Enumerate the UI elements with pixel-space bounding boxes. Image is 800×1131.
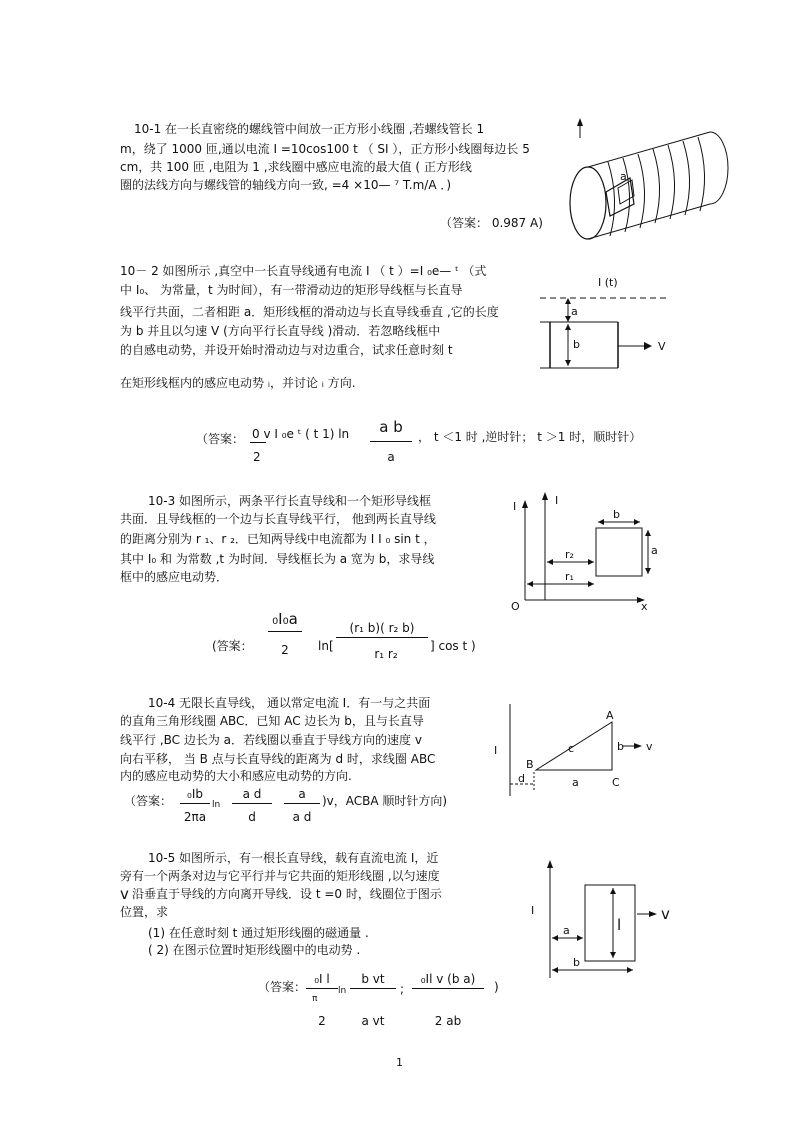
p4-line-3: 线平行 ,BC 边长为 a．若线圈以垂直于导线方向的速度 v xyxy=(120,733,422,747)
p2-line-5: 的自感电动势，并设开始时滑动边与对边重合，试求任意时刻 t xyxy=(120,343,453,357)
p2-answer-frac-den: a xyxy=(387,450,395,464)
p1-line-1: 10-1 在一长直密绕的螺线管中间放一正方形小线圈 ,若螺线管长 1 xyxy=(134,122,485,136)
p5-fig-i: I xyxy=(531,904,535,917)
p4-answer-d3: a d xyxy=(292,810,312,824)
p4-answer-n2: a d xyxy=(242,787,262,801)
p4-answer-open: （答案： xyxy=(124,794,173,808)
p2-fig-current: I (t) xyxy=(598,276,618,289)
p4-fig-v: v xyxy=(646,740,653,753)
p2-answer-frac-num: a b xyxy=(379,418,403,436)
p4-line-1: 10-4 无限长直导线， 通以常定电流 I．有一与之共面 xyxy=(148,696,431,710)
p3-line-3: 的距离分别为 r ₁、r ₂．已知两导线中电流都为 I I ₀ sin t ， xyxy=(120,532,436,546)
p5-answer-n3: ₀Il v (b a) xyxy=(420,972,476,986)
p2-answer-den-2: 2 xyxy=(253,450,261,464)
p3-line-1: 10-3 如图所示，两条平行长直导线和一个矩形导线框 xyxy=(148,494,432,508)
p4-fig-b-vertex: B xyxy=(526,758,534,771)
p3-line-5: 框中的感应电动势． xyxy=(120,570,229,584)
p2-answer-tail: ， t ＜1 时 ,逆时针； t ＞1 时，顺时针） xyxy=(418,430,642,444)
p1-line-2: m，绕了 1000 匝,通以电流 I =10cos100 t （ SI ），正方形小线圈每边长 5 xyxy=(120,142,530,156)
p3-fig-i1: I xyxy=(513,500,517,513)
p1-line-3: cm，共 100 匝 ,电阻为 1 ,求线圈中感应电流的最大值 ( 正方形线 xyxy=(120,160,472,174)
p2-line-4: 为 b 并且以匀速 V (方向平行长直导线 )滑动．若忽略线框中 xyxy=(120,324,441,338)
p3-answer-num-left: ₀I₀a xyxy=(272,610,298,628)
p5-line-4: 位置，求 xyxy=(120,905,169,919)
p3-answer-tail: ] cos t ) xyxy=(430,639,476,653)
p5-answer-open: （答案： xyxy=(258,980,307,994)
p4-fig-c-side: c xyxy=(568,742,575,755)
p5-answer-close: ) xyxy=(494,980,499,994)
rect-loop-figure xyxy=(525,852,685,982)
p3-fig-a: a xyxy=(651,544,658,557)
p3-answer-num-right: (r₁ b)( r₂ b) xyxy=(349,621,415,635)
p4-fig-b-side: b xyxy=(617,740,624,753)
p4-line-2: 的直角三角形线圈 ABC．已知 AC 边长为 b，且与长直导 xyxy=(120,714,424,728)
p3-fig-r2: r₂ xyxy=(565,548,574,561)
p5-answer-d1: 2 xyxy=(318,1014,326,1028)
p1-line-4: 圈的法线方向与螺线管的轴线方向一致, =4 ×10— ⁷ T.m/A ．) xyxy=(120,178,452,192)
p4-fig-d: d xyxy=(518,772,525,785)
p4-fig-a-vertex: A xyxy=(606,709,614,722)
p5-answer-ln: ln xyxy=(338,986,347,996)
p5-answer-n1: ₀I l xyxy=(314,972,330,986)
p2-fig-b: b xyxy=(573,338,580,351)
p1-answer: （答案： 0.987 A) xyxy=(440,216,543,230)
p4-fig-a-side: a xyxy=(572,776,579,789)
p4-line-5: 内的感应电动势的大小和感应电动势的方向. xyxy=(120,769,352,783)
p4-answer-ln: ln xyxy=(212,800,221,810)
p5-line-3: 沿垂直于导线的方向离开导线．设 t =0 时，线圈位于图示 xyxy=(132,887,442,901)
p4-line-4: 向右平移， 当 B 点与长直导线的距离为 d 时，求线圈 ABC xyxy=(120,752,436,766)
p3-fig-b: b xyxy=(613,508,620,521)
p5-answer-d2: a vt xyxy=(361,1014,385,1028)
p3-fig-x: x xyxy=(641,600,648,613)
p1-fig-label: a xyxy=(620,170,627,183)
p3-fig-o: O xyxy=(511,600,520,613)
p5-fig-b: b xyxy=(573,956,580,969)
p4-answer-tail: )v，ACBA 顺时针方向) xyxy=(322,794,448,808)
p5-answer-pi: π xyxy=(312,994,318,1004)
triangle-loop-figure xyxy=(490,700,660,800)
p4-answer-n1: ₀Ib xyxy=(187,787,203,801)
p4-fig-c-vertex: C xyxy=(612,776,620,789)
p2-answer-term: 0 v I ₀e ᵗ ( t 1) ln xyxy=(252,427,350,441)
p5-answer-d3: 2 ab xyxy=(434,1014,462,1028)
p5-item-2: ( 2) 在图示位置时矩形线圈中的电动势 . xyxy=(148,943,361,957)
p3-fig-i2: I xyxy=(555,494,559,507)
p4-answer-d2: d xyxy=(248,810,256,824)
p3-answer-den-left: 2 xyxy=(281,643,289,657)
p5-line-1: 10-5 如图所示，有一根长直导线，载有直流电流 I，近 xyxy=(148,851,439,865)
p5-fig-a: a xyxy=(563,924,570,937)
p3-line-4: 其中 I₀ 和 为常数 ,t 为时间．导线框长为 a 宽为 b，求导线 xyxy=(120,552,435,566)
solenoid-figure xyxy=(560,118,770,248)
p3-line-2: 共面．且导线框的一个边与长直导线平行， 他到两长直导线 xyxy=(120,512,436,526)
p2-fig-v: V xyxy=(658,340,666,353)
p2-fig-a: a xyxy=(571,305,578,318)
p3-answer-den-right: r₁ r₂ xyxy=(374,647,398,661)
p2-line-6: 在矩形线框内的感应电动势 ᵢ，并讨论 ᵢ 方向. xyxy=(120,376,356,390)
p2-line-1: 10－ 2 如图所示 ,真空中一长直导线通有电流 I （ t ）=I ₀e— ᵗ （式 xyxy=(120,264,487,278)
p2-line-2: 中 I₀、 为常量，t 为时间），有一带滑动边的矩形导线框与长直导 xyxy=(120,283,463,297)
p4-answer-n3: a xyxy=(298,787,306,801)
p4-fig-i: I xyxy=(494,744,498,757)
p2-answer-open: （答案： xyxy=(196,432,245,446)
p3-answer-ln: ln[ xyxy=(318,639,334,653)
p5-line-2: 旁有一个两条对边与它平行并与它共面的矩形线圈 ,以匀速度 xyxy=(120,869,440,883)
p4-answer-d1: 2πa xyxy=(183,810,207,824)
p5-answer-sep: ; xyxy=(400,982,405,996)
p5-fig-v: v xyxy=(661,905,670,923)
p5-fig-l: l xyxy=(617,916,622,934)
p5-answer-n2: b vt xyxy=(361,972,385,986)
p5-item-1: (1) 在任意时刻 t 通过矩形线圈的磁通量 . xyxy=(148,926,369,940)
p3-fig-r1: r₁ xyxy=(565,570,574,583)
p2-line-3: 线平行共面，二者相距 a．矩形线框的滑动边与长直导线垂直 ,它的长度 xyxy=(120,305,499,319)
page-number: 1 xyxy=(396,1056,403,1069)
p5-v-mark: v xyxy=(120,885,129,903)
p3-answer-open: (答案： xyxy=(212,639,253,653)
sliding-frame-figure xyxy=(540,270,680,390)
parallel-wires-figure xyxy=(505,488,665,616)
